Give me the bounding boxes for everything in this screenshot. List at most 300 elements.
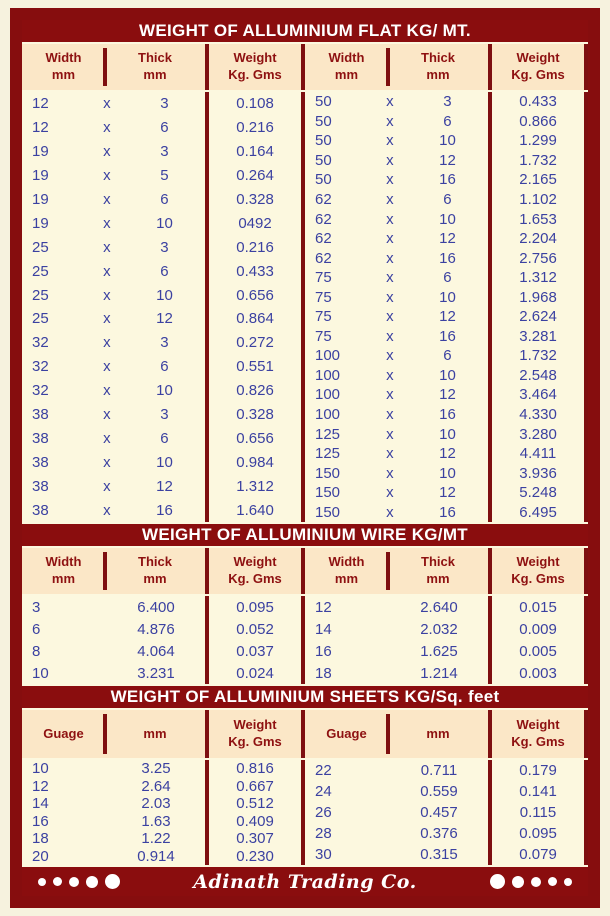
- weight-value: 0.656: [205, 426, 305, 450]
- width-value: 32: [32, 382, 49, 400]
- width-value: 25: [32, 286, 49, 304]
- weight-value: 0.667: [205, 778, 305, 796]
- dot-icon: [86, 876, 98, 888]
- table-row: [305, 405, 588, 425]
- width-value: 50: [315, 132, 332, 150]
- table-row: [305, 596, 588, 618]
- table-row: [22, 618, 305, 640]
- weight-value: 1.640: [205, 498, 305, 522]
- x-separator: x: [103, 501, 111, 519]
- thick-value: 6: [443, 112, 452, 130]
- x-separator: x: [386, 171, 394, 189]
- weight-value: 0.433: [488, 92, 588, 112]
- width-value: 19: [32, 143, 49, 161]
- thick-value: 16: [439, 171, 456, 189]
- sheets-header-right: [305, 710, 588, 758]
- weight-value: 0.095: [488, 823, 588, 844]
- width-value: 100: [315, 406, 341, 424]
- column-header-weight: [488, 44, 588, 90]
- weight-value: 0.024: [205, 662, 305, 684]
- width-value: 50: [315, 151, 332, 169]
- width-value: 16: [315, 642, 332, 660]
- x-separator: x: [103, 119, 111, 137]
- thick-value: 10: [439, 464, 456, 482]
- sheets-table-body: [22, 760, 588, 865]
- thick-value: 3.231: [137, 664, 175, 682]
- weight-value: 3.281: [488, 327, 588, 347]
- weight-value: 0.009: [488, 618, 588, 640]
- weight-value: 0.179: [488, 760, 588, 781]
- x-separator: x: [103, 334, 111, 352]
- width-value: 62: [315, 230, 332, 248]
- table-row: [22, 662, 305, 684]
- table-row: [305, 229, 588, 249]
- thick-value: 10: [439, 132, 456, 150]
- x-separator: x: [103, 453, 111, 471]
- dot-icon: [105, 874, 120, 889]
- thick-value: 6: [160, 358, 169, 376]
- wire-table-body: [22, 596, 588, 684]
- header-line1: Weight: [516, 50, 560, 66]
- weight-value: 0.272: [205, 331, 305, 355]
- table-row: [22, 498, 305, 522]
- thick-value: 4.064: [137, 642, 175, 660]
- table-row: [22, 259, 305, 283]
- wire-right-column: [305, 596, 588, 684]
- x-separator: x: [103, 477, 111, 495]
- table-row: [22, 778, 305, 796]
- width-value: 32: [32, 334, 49, 352]
- sheets-left-column: [22, 760, 305, 865]
- x-separator: x: [386, 230, 394, 248]
- x-separator: x: [386, 288, 394, 306]
- weight-value: 0.409: [205, 813, 305, 831]
- weight-value: 1.312: [488, 268, 588, 288]
- wire-header-right: [305, 548, 588, 594]
- width-value: 38: [32, 406, 49, 424]
- header-line1: Weight: [233, 50, 277, 66]
- sheets-header-left: [22, 710, 305, 758]
- width-value: 100: [315, 386, 341, 404]
- header-line1: Guage: [43, 725, 84, 741]
- column-header-guage: [305, 710, 388, 758]
- x-separator: x: [103, 310, 111, 328]
- header-line2: mm: [334, 571, 359, 586]
- table-row: [22, 164, 305, 188]
- thick-value: 12: [439, 386, 456, 404]
- weight-value: 0.433: [205, 259, 305, 283]
- table-row: [22, 140, 305, 164]
- left-dots: [38, 874, 120, 889]
- x-separator: x: [386, 366, 394, 384]
- column-header-weight: [205, 710, 305, 758]
- weight-value: 0.005: [488, 640, 588, 662]
- weight-value: 0.216: [205, 235, 305, 259]
- table-row: [305, 662, 588, 684]
- width-value: 62: [315, 191, 332, 208]
- thick-value: 6: [443, 191, 452, 208]
- header-line1: Width: [45, 50, 82, 66]
- x-separator: x: [103, 286, 111, 304]
- section-title-sheets: WEIGHT OF ALLUMINIUM SHEETS KG/Sq. feet: [22, 684, 588, 710]
- flat-right-column: [305, 92, 588, 522]
- width-value: 12: [315, 598, 332, 616]
- width-value: 28: [315, 825, 332, 842]
- weight-value: 1.732: [488, 151, 588, 171]
- thick-value: 3: [160, 406, 169, 424]
- table-row: [22, 450, 305, 474]
- thick-value: 10: [439, 366, 456, 384]
- thick-value: 3: [160, 95, 169, 113]
- width-value: 32: [32, 358, 49, 376]
- table-row: [22, 596, 305, 618]
- column-header-width: [22, 44, 105, 90]
- x-separator: x: [386, 503, 394, 521]
- width-value: 50: [315, 93, 332, 111]
- width-value: 125: [315, 425, 341, 443]
- weight-value: 0.984: [205, 450, 305, 474]
- x-separator: x: [103, 95, 111, 113]
- x-separator: x: [386, 445, 394, 463]
- header-line2: mm: [51, 67, 76, 82]
- table-row: [305, 366, 588, 386]
- thick-value: 16: [439, 503, 456, 521]
- width-value: 38: [32, 453, 49, 471]
- thick-value: 5: [160, 167, 169, 185]
- thick-value: 10: [156, 214, 173, 232]
- weight-value: 4.411: [488, 444, 588, 464]
- table-row: [305, 640, 588, 662]
- x-separator: x: [386, 347, 394, 365]
- sheets-right-column: [305, 760, 588, 865]
- width-value: 125: [315, 445, 341, 463]
- thick-value: 0.711: [420, 762, 458, 779]
- column-header-weight: [205, 44, 305, 90]
- table-row: [22, 188, 305, 212]
- thick-value: 16: [439, 406, 456, 424]
- table-row: [22, 331, 305, 355]
- company-name: Adinath Trading Co.: [193, 870, 417, 893]
- header-line1: Weight: [516, 717, 560, 733]
- width-value: 38: [32, 429, 49, 447]
- table-row: [305, 151, 588, 171]
- x-separator: x: [103, 214, 111, 232]
- thick-value: 12: [439, 151, 456, 169]
- x-separator: x: [386, 269, 394, 287]
- column-header-thick: [388, 44, 488, 90]
- header-line1: Width: [328, 554, 365, 570]
- width-value: 10: [32, 760, 49, 778]
- footer-bar: [22, 865, 588, 896]
- column-header-weight: [205, 548, 305, 594]
- table-row: [305, 502, 588, 522]
- width-value: 25: [32, 262, 49, 280]
- thick-value: 12: [439, 308, 456, 326]
- width-value: 38: [32, 477, 49, 495]
- thick-value: 0.457: [420, 804, 458, 821]
- width-value: 24: [315, 783, 332, 800]
- weight-value: 0.164: [205, 140, 305, 164]
- table-row: [22, 795, 305, 813]
- table-row: [22, 848, 305, 866]
- header-line2: mm: [143, 67, 167, 82]
- width-value: 14: [32, 795, 49, 813]
- width-value: 50: [315, 112, 332, 130]
- column-header-width: [305, 548, 388, 594]
- thick-value: 10: [439, 425, 456, 443]
- thick-value: 6: [160, 262, 169, 280]
- width-value: 150: [315, 503, 341, 521]
- thick-value: 6: [443, 347, 452, 365]
- header-line1: Weight: [516, 554, 560, 570]
- width-value: 100: [315, 347, 341, 365]
- x-separator: x: [103, 358, 111, 376]
- table-row: [22, 379, 305, 403]
- weight-value: 0.864: [205, 307, 305, 331]
- table-row: [22, 760, 305, 778]
- header-line1: Thick: [138, 554, 172, 570]
- column-header-guage: [22, 710, 105, 758]
- column-header-mm: [388, 710, 488, 758]
- weight-value: 0492: [205, 211, 305, 235]
- thick-value: 3: [160, 334, 169, 352]
- x-separator: x: [386, 425, 394, 443]
- column-header-thick: [105, 548, 205, 594]
- x-separator: x: [386, 484, 394, 502]
- weight-value: 0.866: [488, 112, 588, 132]
- width-value: 19: [32, 167, 49, 185]
- right-dots: [490, 874, 572, 889]
- header-line1: Guage: [326, 725, 367, 741]
- x-separator: x: [386, 386, 394, 404]
- thick-value: 16: [439, 249, 456, 267]
- width-value: 14: [315, 620, 332, 638]
- wire-header-left: [22, 548, 305, 594]
- table-row: [305, 327, 588, 347]
- thick-value: 3: [160, 143, 169, 161]
- weight-value: 0.826: [205, 379, 305, 403]
- width-value: 22: [315, 762, 332, 779]
- x-separator: x: [103, 406, 111, 424]
- table-row: [305, 307, 588, 327]
- thick-value: 2.640: [420, 598, 458, 616]
- thick-value: 10: [156, 453, 173, 471]
- thick-value: 6: [160, 191, 169, 208]
- weight-value: 2.756: [488, 248, 588, 268]
- header-line1: Weight: [233, 554, 277, 570]
- weight-value: 0.230: [205, 848, 305, 866]
- column-header-mm: [105, 710, 205, 758]
- table-row: [22, 813, 305, 831]
- table-row: [305, 268, 588, 288]
- column-header-thick: [105, 44, 205, 90]
- dot-icon: [69, 877, 79, 887]
- header-line1: Thick: [421, 554, 455, 570]
- table-row: [22, 283, 305, 307]
- width-value: 10: [32, 664, 49, 682]
- weight-value: 3.464: [488, 385, 588, 405]
- width-value: 75: [315, 308, 332, 326]
- width-value: 26: [315, 804, 332, 821]
- header-line1: Width: [328, 50, 365, 66]
- width-value: 19: [32, 214, 49, 232]
- width-value: 62: [315, 249, 332, 267]
- thick-value: 6: [160, 429, 169, 447]
- column-header-weight: [488, 710, 588, 758]
- width-value: 150: [315, 484, 341, 502]
- width-value: 150: [315, 464, 341, 482]
- weight-value: 0.115: [488, 802, 588, 823]
- table-row: [305, 248, 588, 268]
- thick-value: 10: [439, 288, 456, 306]
- width-value: 16: [32, 812, 49, 830]
- weight-value: 5.248: [488, 483, 588, 503]
- width-value: 38: [32, 501, 49, 519]
- thick-value: 0.914: [137, 847, 175, 865]
- table-row: [22, 403, 305, 427]
- dot-icon: [512, 876, 524, 888]
- weight-value: 0.015: [488, 596, 588, 618]
- header-line2: mm: [426, 571, 450, 586]
- header-line1: Width: [45, 554, 82, 570]
- thick-value: 12: [439, 484, 456, 502]
- x-separator: x: [103, 191, 111, 208]
- header-line2: mm: [51, 571, 76, 586]
- table-row: [22, 307, 305, 331]
- wire-header-row: [22, 548, 588, 596]
- dot-icon: [490, 874, 505, 889]
- weight-value: 6.495: [488, 502, 588, 522]
- column-header-width: [305, 44, 388, 90]
- weight-value: 3.280: [488, 424, 588, 444]
- thick-value: 3: [160, 238, 169, 256]
- table-row: [305, 844, 588, 865]
- dot-icon: [548, 877, 557, 886]
- header-line2: Kg. Gms: [511, 734, 565, 749]
- table-row: [305, 760, 588, 781]
- table-row: [305, 618, 588, 640]
- weight-value: 2.204: [488, 229, 588, 249]
- table-row: [305, 424, 588, 444]
- header-line2: Kg. Gms: [511, 571, 565, 586]
- x-separator: x: [103, 382, 111, 400]
- table-row: [305, 463, 588, 483]
- weight-value: 0.216: [205, 116, 305, 140]
- weight-value: 0.095: [205, 596, 305, 618]
- width-value: 20: [32, 847, 49, 865]
- header-line1: Thick: [421, 50, 455, 66]
- width-value: 12: [32, 95, 49, 113]
- x-separator: x: [386, 406, 394, 424]
- flat-left-column: [22, 92, 305, 522]
- header-line1: Thick: [138, 50, 172, 66]
- table-row: [305, 346, 588, 366]
- weight-value: 1.299: [488, 131, 588, 151]
- x-separator: x: [386, 112, 394, 130]
- column-header-width: [22, 548, 105, 594]
- thick-value: 4.876: [137, 620, 175, 638]
- width-value: 25: [32, 310, 49, 328]
- weight-value: 4.330: [488, 405, 588, 425]
- table-row: [22, 235, 305, 259]
- thick-value: 12: [156, 477, 173, 495]
- thick-value: 12: [156, 310, 173, 328]
- width-value: 75: [315, 327, 332, 345]
- thick-value: 1.63: [141, 812, 171, 830]
- weight-value: 0.307: [205, 830, 305, 848]
- table-row: [22, 426, 305, 450]
- thick-value: 3: [443, 93, 452, 111]
- table-row: [305, 190, 588, 210]
- width-value: 100: [315, 366, 341, 384]
- table-row: [305, 781, 588, 802]
- weight-value: 0.003: [488, 662, 588, 684]
- table-row: [305, 92, 588, 112]
- weight-value: 0.656: [205, 283, 305, 307]
- weight-value: 1.102: [488, 190, 588, 210]
- weight-value: 0.079: [488, 844, 588, 865]
- table-row: [305, 112, 588, 132]
- section-title-wire: WEIGHT OF ALLUMINIUM WIRE KG/MT: [22, 522, 588, 548]
- width-value: 30: [315, 846, 332, 863]
- width-value: 18: [32, 830, 49, 848]
- thick-value: 16: [156, 501, 173, 519]
- thick-value: 12: [439, 445, 456, 463]
- weight-value: 0.328: [205, 403, 305, 427]
- table-row: [305, 209, 588, 229]
- reference-card-frame: [10, 8, 600, 908]
- weight-value: 3.936: [488, 463, 588, 483]
- wire-left-column: [22, 596, 305, 684]
- thick-value: 6: [160, 119, 169, 137]
- table-row: [305, 131, 588, 151]
- weight-value: 2.165: [488, 170, 588, 190]
- width-value: 12: [32, 119, 49, 137]
- weight-value: 0.816: [205, 760, 305, 778]
- header-line2: Kg. Gms: [511, 67, 565, 82]
- width-value: 19: [32, 191, 49, 208]
- weight-value: 0.141: [488, 781, 588, 802]
- weight-value: 1.653: [488, 209, 588, 229]
- table-row: [22, 211, 305, 235]
- weight-value: 0.037: [205, 640, 305, 662]
- x-separator: x: [386, 249, 394, 267]
- weight-value: 0.108: [205, 92, 305, 116]
- table-row: [22, 92, 305, 116]
- thick-value: 0.315: [420, 846, 458, 863]
- dot-icon: [38, 878, 46, 886]
- x-separator: x: [386, 327, 394, 345]
- header-line2: Kg. Gms: [228, 67, 282, 82]
- x-separator: x: [386, 132, 394, 150]
- x-separator: x: [386, 191, 394, 208]
- weight-value: 0.264: [205, 164, 305, 188]
- thick-value: 16: [439, 327, 456, 345]
- x-separator: x: [103, 238, 111, 256]
- thick-value: 1.22: [141, 830, 171, 848]
- thick-value: 1.625: [420, 642, 458, 660]
- header-line1: mm: [143, 725, 167, 741]
- flat-header-left: [22, 44, 305, 90]
- table-row: [22, 116, 305, 140]
- thick-value: 2.64: [141, 777, 171, 795]
- width-value: 6: [32, 620, 41, 638]
- column-header-thick: [388, 548, 488, 594]
- weight-value: 1.312: [205, 474, 305, 498]
- width-value: 12: [32, 777, 49, 795]
- thick-value: 12: [439, 230, 456, 248]
- width-value: 25: [32, 238, 49, 256]
